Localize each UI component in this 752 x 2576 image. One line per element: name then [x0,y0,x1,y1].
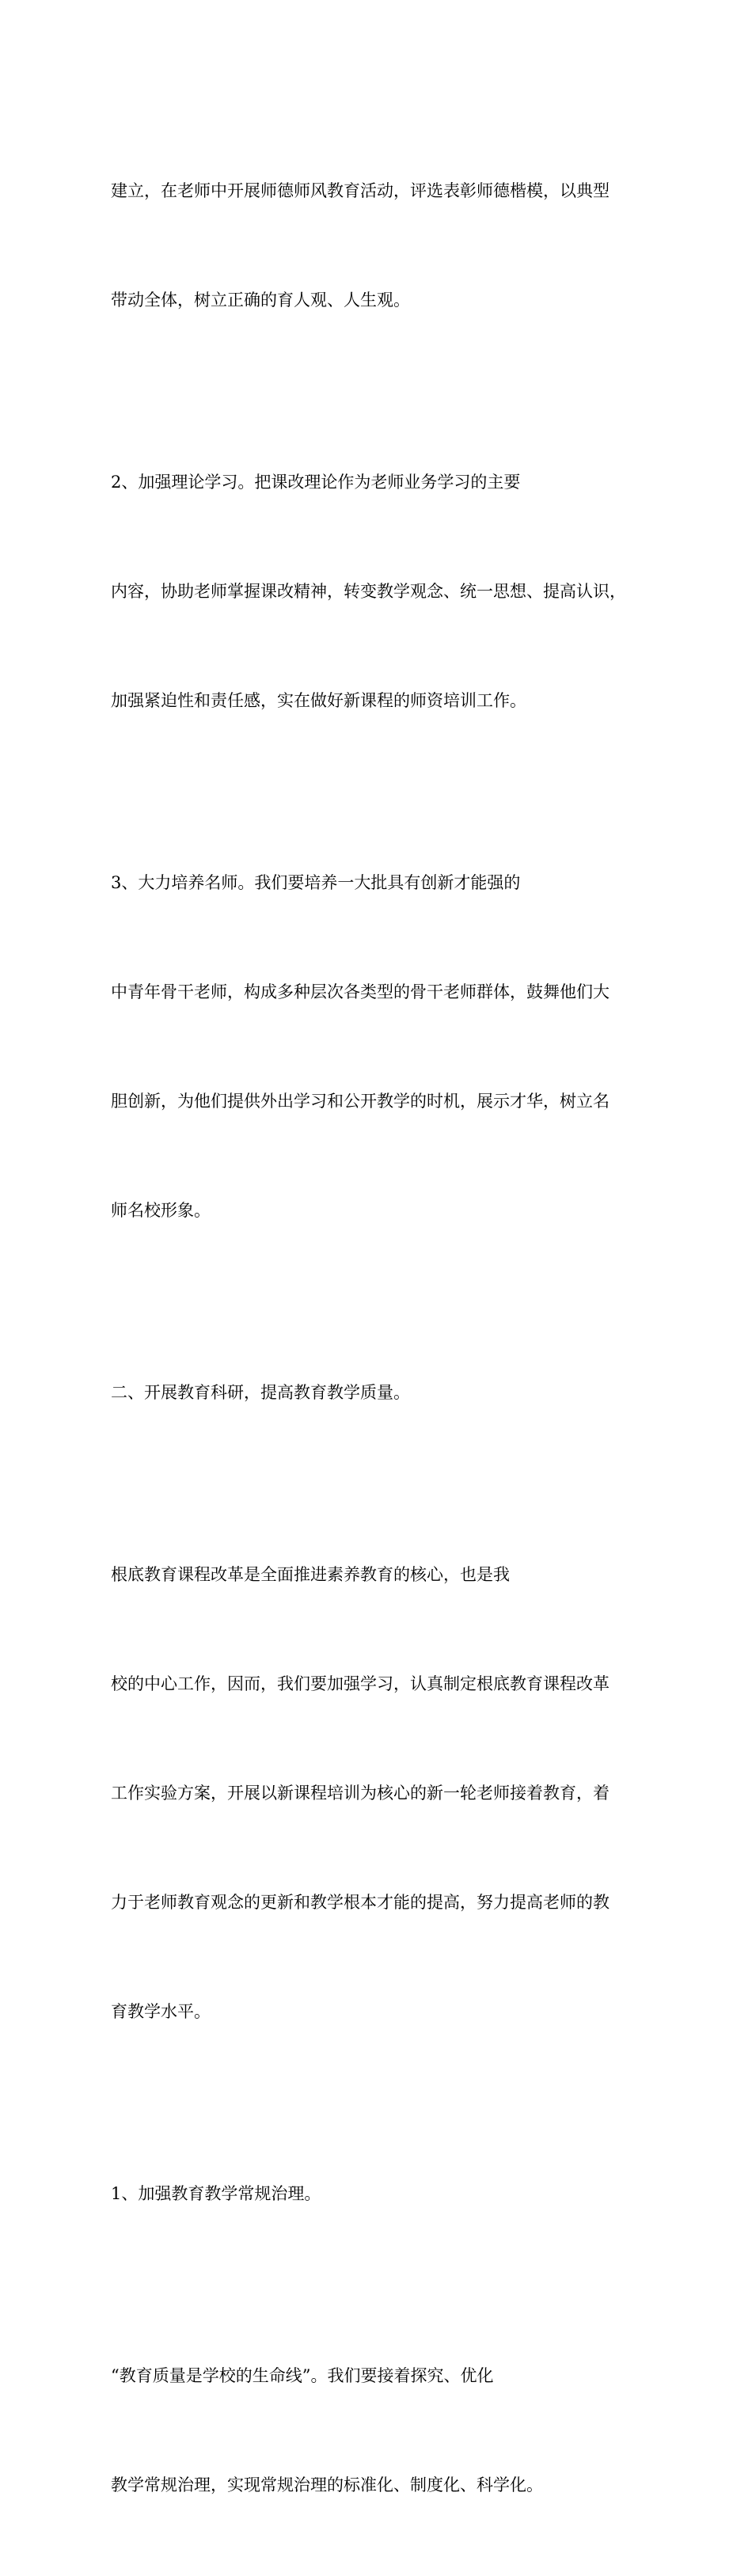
subheading-routine-management [111,2103,641,2285]
text-line: “教育质量是学校的生命线”。我们要接着探究、优化 [111,2366,494,2385]
text-line: 内容，协助老师掌握课改精神，转变教学观念、统一思想、提高认识， [111,582,626,601]
text-line: 中青年骨干老师，构成多种层次各类型的骨干老师群体，鼓舞他们大 [111,982,610,1001]
paragraph-quality-lifeline [111,2285,641,2576]
text-line: 带动全体，树立正确的育人观、人生观。 [111,291,410,310]
text-line: 力于老师教育观念的更新和教学根本才能的提高，努力提高老师的教 [111,1893,610,1912]
text-line: 3、大力培养名师。我们要培养一大批具有创新才能强的 [111,873,521,892]
paragraph-curriculum-reform [111,1484,641,2103]
paragraph-theory-study [111,391,641,792]
text-line: 1、加强教育教学常规治理。 [111,2184,321,2203]
text-line: 师名校形象。 [111,1201,211,1220]
paragraph-famous-teachers [111,792,641,1301]
section-heading-research [111,1301,641,1484]
text-line: 教学常规治理，实现常规治理的标准化、制度化、科学化。 [111,2475,543,2494]
text-line: 二、开展教育科研，提高教育教学质量。 [111,1383,410,1402]
text-line: 育教学水平。 [111,2002,211,2021]
text-line: 建立，在老师中开展师德师风教育活动，评选表彰师德楷模，以典型 [111,181,610,200]
text-line: 胆创新，为他们提供外出学习和公开教学的时机，展示才华，树立名 [111,1092,610,1111]
text-line: 2、加强理论学习。把课改理论作为老师业务学习的主要 [111,473,521,492]
text-line: 根底教育课程改革是全面推进素养教育的核心，也是我 [111,1565,510,1584]
paragraph-teacher-ethics [111,100,641,391]
text-line: 工作实验方案，开展以新课程培训为核心的新一轮老师接着教育，着 [111,1784,610,1803]
text-line: 校的中心工作，因而，我们要加强学习，认真制定根底教育课程改革 [111,1674,610,1693]
text-line: 加强紧迫性和责任感，实在做好新课程的师资培训工作。 [111,691,526,710]
document-body [111,100,641,2576]
